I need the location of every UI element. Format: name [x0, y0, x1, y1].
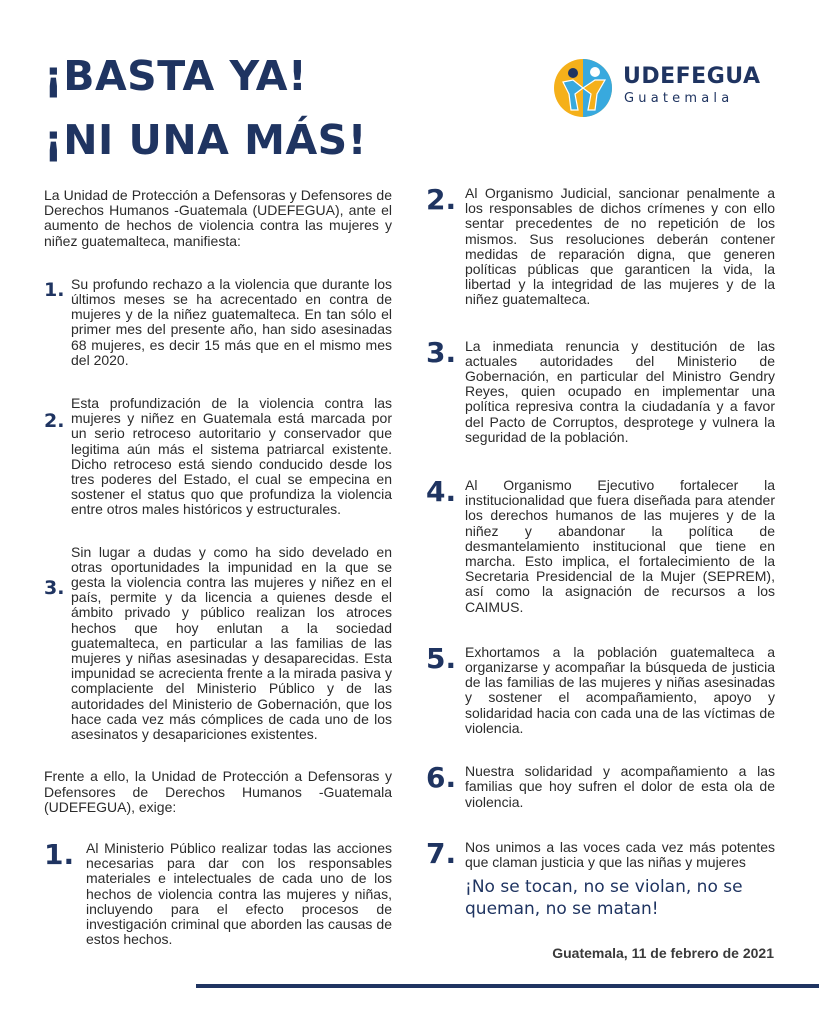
exige-number-5: 5.: [426, 641, 457, 675]
title-line-2: ¡NI UNA MÁS!: [44, 116, 367, 164]
exige-text-1: Al Ministerio Público realizar todas las acciones necesarias para dar con los responsables materiales e intelectuales de cada uno de los hechos de violencia contra las mujeres y niñas, incluyendo para el efecto procesos de investigación criminal que aborden las causas de estos hechos.: [86, 839, 392, 948]
exige-item-3: [426, 335, 775, 445]
udefegua-logo: [553, 58, 763, 118]
exige-text-3: La inmediata renuncia y destitución de las actuales autoridades del Ministerio de Gobernación, en particular del Ministro Gendry Reyes, quien ocupado en implementar una política represiva contra la ciudadanía y a favor del Pacto de Corruptos, desprotege y vulnera la seguridad de la población.: [465, 337, 775, 445]
exige-item-7: [426, 836, 775, 920]
manifiesta-number-1: 1.: [44, 278, 65, 301]
manifiesta-item-3: [44, 545, 392, 743]
exige-text-7: Nos unimos a las voces cada vez más potentes que claman justicia y que las niñas y mujeres: [465, 838, 775, 870]
exige-number-1: 1.: [44, 837, 75, 871]
logo-emblem-icon: [553, 58, 613, 118]
exige-number-6: 6.: [426, 761, 457, 795]
exige-text-4: Al Organismo Ejecutivo fortalecer la institucionalidad que fuera diseñada para atender los derechos humanos de las mujeres y de la niñez y abandonar la política de desmantelamiento institucional que tiene en marcha. Esto implica, el fortalecimiento de la Secretaria Presidencial de la Mujer (SEPREM), así como la asignación de recursos a los CAIMUS.: [465, 477, 775, 615]
logo-name: UDEFEGUA: [623, 64, 761, 89]
manifiesta-item-1: [44, 277, 392, 368]
right-column: [426, 183, 775, 920]
manifiesta-item-2: [44, 396, 392, 518]
exige-number-7: 7.: [426, 836, 457, 870]
manifiesta-text-1: Su profundo rechazo a la violencia que durante los últimos meses se ha acrecentado en contra de mujeres y de la niñez guatemalteca. En tan sólo el primer mes del presente año, han sido asesinadas 68 mujeres, es decir 15 más que en el mismo mes del 2020.: [71, 275, 392, 368]
intro-paragraph: La Unidad de Protección a Defensoras y Defensores de Derechos Humanos -Guatemala (UDEFEGUA), ante el aumento de hechos de violencia contra las mujeres y niñez guatemalteca, manifiesta:: [44, 187, 392, 249]
exige-number-3: 3.: [426, 335, 457, 369]
exige-number-2: 2.: [426, 183, 457, 216]
slogan: ¡No se tocan, no se violan, no se queman, no se matan!: [465, 877, 743, 920]
exige-text-6: Nuestra solidaridad y acompañamiento a las familias que hoy sufren el dolor de esta ola de violencia.: [465, 763, 775, 810]
exige-item-6: [426, 761, 775, 810]
left-column: [44, 188, 392, 947]
exige-item-2: [426, 183, 775, 308]
exige-intro-paragraph: Frente a ello, la Unidad de Protección a Defensoras y Defensores de Derechos Humanos -Guatemala (UDEFEGUA), exige:: [44, 768, 392, 815]
exige-text-2: Al Organismo Judicial, sancionar penalmente a los responsables de dichos crímenes y con ello sentar precedentes de no repetición de los mismos. Sus resoluciones deberán contener medidas de reparación digna, que generen políticas públicas que garanticen la vida, la libertad y la integridad de las mujeres y de la niñez guatemalteca.: [465, 185, 775, 308]
logo-subtitle: Guatemala: [624, 91, 734, 106]
manifiesta-text-3: Sin lugar a dudas y como ha sido develado en otras oportunidades la impunidad en la que se gesta la violencia contra las mujeres y niñez en el país, permite y da licencia a quienes desde el ámbito privado y público realizan los atroces hechos que hoy enlutan a la sociedad guatemalteca, en particular a las familias de las mujeres y niñas asesinadas y desaparecidas. Esta impunidad se acrecienta frente a la mirada pasiva y complaciente del Ministerio Público y de las autoridades del Ministerio de Gobernación, que los hace cada vez más cómplices de cada uno de los asesinatos y desapariciones existentes.: [71, 543, 392, 743]
footer-divider: [196, 984, 819, 988]
page-title: [44, 44, 367, 172]
exige-number-4: 4.: [426, 475, 457, 509]
manifiesta-text-2: Esta profundización de la violencia contra las mujeres y niñez en Guatemala está marcada por un serio retroceso autoritario y conservador que legitima aún más el sistema patriarcal existente. Dicho retroceso está siendo conducido desde los tres poderes del Estado, el cual se empecina en sostener el status quo que profundiza la violencia entre otros males históricos y estructurales.: [71, 395, 392, 518]
document-date: Guatemala, 11 de febrero de 2021: [552, 945, 774, 961]
exige-item-5: [426, 641, 775, 736]
exige-item-4: [426, 475, 775, 615]
title-line-1: ¡BASTA YA!: [44, 52, 308, 100]
manifiesta-number-3: 3.: [44, 576, 65, 599]
exige-item-1: [44, 837, 392, 948]
manifiesta-number-2: 2.: [44, 410, 65, 433]
exige-text-5: Exhortamos a la población guatemalteca a organizarse y acompañar la búsqueda de justicia de las familias de las mujeres y niñas asesinadas y sostener el acompañamiento, apoyo y solidaridad hacia con cada una de las víctimas de violencia.: [465, 643, 775, 736]
